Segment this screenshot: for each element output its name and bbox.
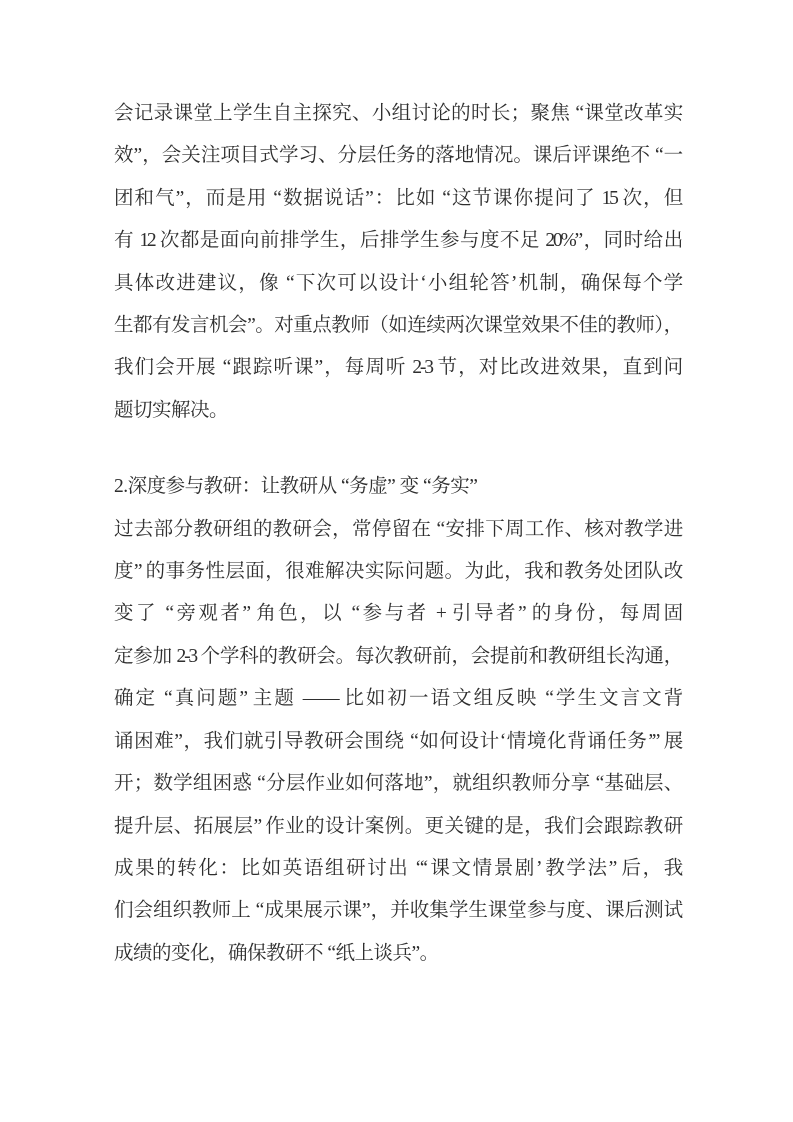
text-line: 度” 的事务性层面，很难解决实际问题。为此，我和教务处团队改 (114, 561, 681, 583)
text-line: 诵困难”，我们就引导教研会围绕 “如何设计‘情境化背诵任务’” 展 (114, 730, 681, 752)
text-line: 题切实解决。 (114, 399, 229, 421)
text-line: 生都有发言机会”。对重点教师（如连续两次课堂效果不佳的教师）， (114, 315, 681, 337)
text-line: 确定 “真问题” 主题 —— 比如初一语文组反映 “学生文言文背 (114, 688, 681, 710)
paragraph-2 (114, 509, 681, 975)
text-line: 提升层、拓展层” 作业的设计案例。更关键的是，我们会跟踪教研 (114, 815, 681, 837)
paragraph-1 (114, 93, 681, 432)
text-line: 们会组织教师上 “成果展示课”，并收集学生课堂参与度、课后测试 (114, 900, 681, 922)
text-line: 变了 “旁观者” 角色，以 “参与者 + 引导者” 的身份，每周固 (114, 603, 681, 625)
text-line: 开；数学组困惑 “分层作业如何落地”，就组织教师分享 “基础层、 (114, 773, 681, 795)
text-line: 团和气”，而是用 “数据说话”：比如 “这节课你提问了 15 次，但 (114, 187, 681, 209)
text-line: 具体改进建议，像 “下次可以设计‘小组轮答’机制，确保每个学 (114, 272, 681, 294)
text-line: 会记录课堂上学生自主探究、小组讨论的时长；聚焦 “课堂改革实 (114, 103, 681, 124)
text-line: 定参加 2-3 个学科的教研会。每次教研前，会提前和教研组长沟通， (114, 645, 681, 667)
text-line: 过去部分教研组的教研会，常停留在 “安排下周工作、核对教学进 (114, 518, 681, 540)
text-line: 有 12 次都是面向前排学生，后排学生参与度不足 20%”，同时给出 (114, 230, 681, 252)
section-heading: 2.深度参与教研：让教研从 “务虚” 变 “务实” (114, 476, 478, 498)
text-line: 成绩的变化，确保教研不 “纸上谈兵”。 (114, 942, 439, 964)
text-line: 效”，会关注项目式学习、分层任务的落地情况。课后评课绝不 “一 (114, 145, 681, 167)
text-line: 成果的转化：比如英语组研讨出 “‘课文情景剧’ 教学法” 后，我 (114, 857, 681, 879)
text-line: 我们会开展 “跟踪听课”，每周听 2-3 节，对比改进效果，直到问 (114, 357, 681, 379)
